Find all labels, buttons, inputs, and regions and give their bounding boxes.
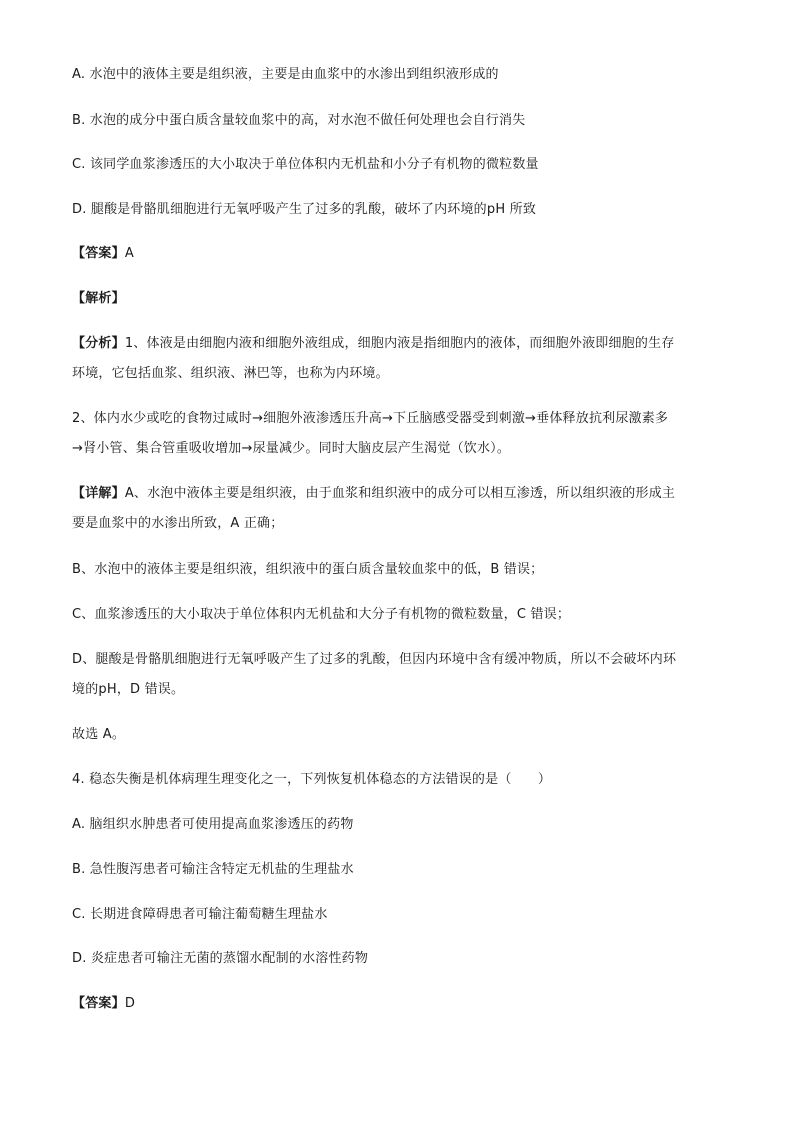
fenxi-text-1: 1、体液是由细胞内液和细胞外液组成，细胞内液是指细胞内的液体，而细胞外液即细胞的生存: [124, 336, 675, 351]
detail-c: C、血浆渗透压的大小取决于单位体积内无机盐和大分子有机物的微粒数量，C 错误；: [72, 607, 571, 622]
fenxi-line-2: 环境，它包括血浆、组织液、淋巴等，也称为内环境。: [72, 366, 389, 381]
q4-option-a: A. 脑组织水肿患者可使用提高血浆渗透压的药物: [72, 817, 354, 832]
xiangjie-label: 【详解】: [72, 486, 125, 501]
detail-d-line-2: 境的pH，D 错误。: [72, 682, 185, 697]
analysis-heading: 【解析】: [72, 291, 125, 306]
q4-answer-label: 【答案】: [72, 996, 125, 1011]
answer-label: 【答案】: [72, 246, 125, 261]
q3-option-b: B. 水泡的成分中蛋白质含量较血浆中的高，对水泡不做任何处理也会自行消失: [72, 113, 526, 128]
q4-option-b: B. 急性腹泻患者可输注含特定无机盐的生理盐水: [72, 862, 354, 877]
point2-line-2: →肾小管、集合管重吸收增加→尿量减少。同时大脑皮层产生渴觉（饮水）。: [72, 441, 511, 456]
q4-stem: 4. 稳态失衡是机体病理生理变化之一，下列恢复机体稳态的方法错误的是（ ）: [72, 772, 552, 787]
q3-option-c: C. 该同学血浆渗透压的大小取决于单位体积内无机盐和小分子有机物的微粒数量: [72, 157, 539, 172]
q4-answer-value: D: [124, 996, 136, 1011]
q4-option-d: D. 炎症患者可输注无菌的蒸馏水配制的水溶性药物: [72, 951, 369, 966]
q4-answer: [72, 989, 722, 1019]
conclusion: 故选 A。: [72, 727, 126, 742]
fenxi-label: 【分析】: [72, 336, 125, 351]
point2-line-1: 2、体内水少或吃的食物过咸时→细胞外液渗透压升高→下丘脑感受器受到刺激→垂体释放抗利尿激素多: [72, 411, 669, 426]
xiangjie-text-1: A、水泡中液体主要是组织液，由于血浆和组织液中的成分可以相互渗透，所以组织液的形成主: [124, 486, 676, 501]
q3-option-d: D. 腿酸是骨骼肌细胞进行无氧呼吸产生了过多的乳酸，破坏了内环境的pH 所致: [72, 202, 537, 217]
xiangjie-line-2: 要是血浆中的水渗出所致，A 正确；: [72, 516, 284, 531]
answer-value: A: [124, 246, 134, 261]
q4-option-c: C. 长期进食障碍患者可输注葡萄糖生理盐水: [72, 907, 328, 922]
detail-b: B、水泡中的液体主要是组织液，组织液中的蛋白质含量较血浆中的低，B 错误；: [72, 562, 544, 577]
fenxi-line-1: [72, 329, 722, 359]
xiangjie-line-1: [72, 479, 722, 509]
q3-answer: [72, 239, 722, 269]
detail-d-line-1: D、腿酸是骨骼肌细胞进行无氧呼吸产生了过多的乳酸，但因内环境中含有缓冲物质，所以不会破坏内环: [72, 652, 677, 667]
q3-option-a: A. 水泡中的液体主要是组织液，主要是由血浆中的水渗出到组织液形成的: [72, 67, 499, 82]
